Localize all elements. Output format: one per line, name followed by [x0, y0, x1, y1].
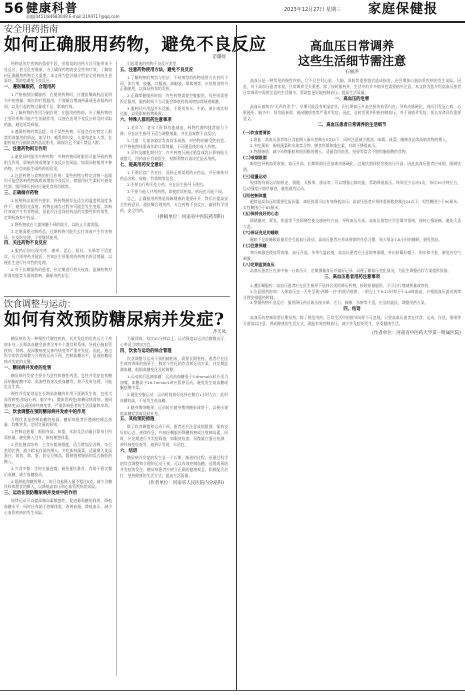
article-column-2	[120, 61, 228, 294]
article-source: (供稿单位：河南省中医院药剂科)	[157, 215, 224, 221]
page-number: 56	[4, 1, 24, 17]
subsection-heading: (四)控制体重	[243, 192, 267, 198]
section-heading: 二、饮食调整在预防糖尿病并发症中的作用	[4, 409, 86, 415]
article-column-2	[120, 336, 228, 676]
paragraph: 高血压的控制需要长期坚持，除了规范用药，日常生活中的细节同样不可忽视。只要高血压患者在饮食、运动、作息、情绪等方面加以注意，养成健康的生活方式，就能有效控制血压，减少并发症的发生，享受健康生活。	[243, 314, 461, 326]
paragraph: 1.服药后如出现皮疹、瘙痒、恶心、呕吐、头晕等不适症状，应立即停药并就医，告知医生所服用的药物名称及剂量，以便医生进行针对性的处理。	[4, 248, 112, 265]
paragraph: 合理饮食是控制血糖的基础。糖尿病患者应遵循控制总热量、均衡营养、定时定量的原则。	[4, 416, 112, 428]
paragraph: 2.儿童：儿童各器官发育尚未成熟，对药物的耐受性较差，应严格按照体重或年龄计算剂量，不可随意使用成人药物。	[120, 137, 228, 149]
paragraph: 3.定期清理过期药品，过期药物可能失去疗效或产生有害物质，应及时处理，不要继续使用。	[4, 228, 112, 240]
article-headline-line1: 高血压日常调养	[309, 39, 394, 53]
article-diabetes	[4, 300, 230, 676]
section-heading: 四、关注药物不良反应	[4, 241, 47, 247]
paragraph: 引起重视的药物不良反应类型：	[127, 61, 181, 66]
paragraph: 2.将药物放在儿童接触不到的地方，以防止儿童误服。	[11, 222, 102, 228]
section-heading: 一、遵医嘱服药，合理用药	[4, 85, 56, 91]
article-hypertension	[243, 39, 461, 337]
paragraph: 1.运动前后监测血糖：运动前血糖低于5.6mmol/L时应适当加餐，血糖高于16.7mmol/L时应暂停运动，避免发生低血糖或酮症酸中毒。	[120, 373, 228, 391]
subsection-heading: (一)饮食要清淡	[243, 130, 271, 136]
section-heading: 三、正确储存药物	[4, 190, 39, 196]
article-body	[4, 336, 230, 676]
column-divider	[116, 61, 117, 294]
subsection-heading: (二)戒烟限酒	[243, 154, 267, 160]
paragraph: 3.警惕药物不良反应：服用降压药后如出现头晕、乏力、咳嗽、水肿等不适，应及时就医，调整用药方案。	[250, 300, 429, 306]
article-body	[4, 61, 230, 294]
paragraph: 吸烟会导致血管收缩、血压升高，长期吸烟还会加速动脉硬化。过量饮酒同样会使血压升高，因此高血压患者应戒烟，限制饮酒。	[243, 161, 461, 173]
section-heading: 七、提高用药安全意识	[120, 162, 163, 168]
section-heading: 一、糖尿病并发症的危害	[4, 365, 52, 371]
paragraph: 睡眠不足或睡眠质量差会引起血压波动。高血压患者应养成规律的作息习惯，每天保证7-8小时的睡眠，避免熬夜。	[250, 236, 443, 242]
article-body	[243, 78, 461, 327]
subsection-heading: (六)保证充足的睡眠	[243, 230, 279, 236]
article-source: (作者单位：河南省中医药大学第一附属医院)	[371, 330, 461, 336]
paragraph: 1.老年人：老年人肝肾功能减退，药物代谢和排泄能力下降，应在医生指导下适当调整剂量，并注意观察不良反应。	[120, 125, 228, 136]
section-heading: 二、注意药物相互作用	[4, 147, 47, 153]
paragraph: 1.遵医嘱服药：高血压患者应在医生指导下选择合适的降压药物，按时按量服用，不可自行增减剂量或停药。	[250, 282, 433, 288]
section-heading: 二、高血压患者日常调养的生活细节	[317, 122, 387, 128]
section-heading: 五、注意药物使用方法，避免不良反应	[120, 67, 194, 73]
paragraph: 高血压是一种常见的慢性疾病，它不仅会对心脏、大脑、肾脏等重要器官造成损害，还会增加心脑血管疾病的发生风险。因此，对于高血压患者来说，日常调养至关重要。除了按时服药外，生活中的许多细节也需要格外注意。本文将为您介绍高血压患者日常调养中需要注意的生活细节，帮助您更好地控制血压，提高生活质量。	[243, 78, 461, 95]
article-headline-line2: 这些生活细节需注意	[297, 54, 406, 68]
paragraph: 规律的有氧运动如快走、慢跑、太极拳、游泳等，可以增强心肺功能，帮助降低血压。每周至少运动5次，每次30分钟左右，运动强度应循序渐进，避免剧烈运动。	[243, 180, 461, 192]
editor-contact: 责编(0451)84683049 E-mail:2194717@qq.com	[26, 14, 120, 19]
paragraph: 糖尿病并发症主要分为急性和慢性两类。急性并发症包括糖尿病酮症酸中毒、高渗性昏迷及低血糖等，如不及时处理，可能危及生命。	[4, 372, 112, 390]
paragraph: 1.避免同时服用多种药物：多种药物同时服用可能导致药物相互作用，影响药效或增加不良反应的风险。如需同时服用多种药物，应咨询医生或药师的意见。	[4, 154, 112, 171]
section-heading: 三、高血压患者用药注意事项	[324, 275, 380, 281]
column-divider	[116, 336, 117, 676]
paragraph: 3.控制脂肪：减少动物脂肪和胆固醇的摄入，适量食用鱼类、坚果等富含不饱和脂肪酸的食物。	[250, 148, 410, 154]
paragraph: 3.不要与他人共用药物，即使症状相似，病因也可能不同。	[127, 189, 226, 195]
paragraph: 2.了解药物的作用与副作用：在服用药物前，应了解药物的主要作用和可能产生的副作用，以便在出现不良反应时及时采取措施，避免延误病情。	[4, 110, 112, 128]
paragraph: 2.注意药物与食物的相互作用：某些药物与特定食物一起服用可能会影响药物吸收或增加不良反应，如服用抗生素时应避免饮酒，服用降压药时应避免食用西柚等。	[4, 172, 112, 190]
paragraph: 3.服药时应用温开水送服，不要用茶水、牛奶、果汁或饮料送服，以免影响药物吸收。	[120, 105, 228, 117]
paragraph: 寒冷刺激会使血管收缩，血压升高。冬季气温较低，高血压患者应注意防寒保暖，外出时戴好帽子、围巾和手套，避免冷空气刺激。	[243, 249, 461, 261]
paragraph: 1.严格按照医嘱服药：在使用药物时，应遵医嘱或药品说明书中的剂量、频次和疗程服用。不要擅自增减药量或更改服药时间，以免引起药物过量或不足，影响疗效。	[4, 92, 112, 109]
right-column	[236, 25, 461, 691]
paragraph: 情绪激动、紧张、焦虑等不良情绪会使交感神经兴奋，导致血压升高。高血压患者应学会调节情绪，保持心情舒畅，避免大喜大悲。	[243, 217, 461, 229]
article-kicker: 饮食调整与运动：	[4, 300, 77, 310]
newspaper-name: 家庭保健报	[368, 2, 439, 17]
paragraph: 1.不要轻信广告宣传，选择正规渠道购买药品，并仔细核对药品名称、规格、有效期等信息。	[120, 169, 228, 181]
section-heading: 六、特殊人群用药注意事项	[120, 118, 172, 124]
paragraph: 力量训练，每次30分钟以上。运动强度以运动后微微出汗、心率适当增加为宜。	[120, 336, 228, 347]
paragraph: 2.正确掌握服药时间：有些药物需要空腹服用，有些则需要饭后服用，服药时间不当可能会降低药效或增加胃肠道刺激。	[120, 93, 228, 104]
paragraph: 肥胖是高血压的重要危险因素，减轻体重可以有效降低血压。高血压患者应将体重指数控制在24以下，男性腰围小于90厘米，女性腰围小于85厘米。	[243, 199, 461, 210]
masthead	[0, 0, 465, 22]
subsection-heading: (七)注意保暖	[243, 243, 267, 249]
article-column-1	[4, 336, 112, 676]
article-divider	[4, 296, 230, 297]
paragraph: 3.遵循药物的禁忌症：对于某些药物，可能会存在特定人群禁用或慎用的情况，如孕妇、哺乳期妇女、儿童和老年人等。在服药前应仔细阅读药品说明书，确保自己不属于禁忌人群。	[4, 128, 112, 146]
page-bottom-rule	[0, 690, 465, 691]
subsection-heading: (三)适量运动	[243, 173, 267, 179]
paragraph: 2.对于长期服药的患者，应定期进行相关检查，监测药物对肝肾功能等方面的影响，确保用药安全。	[4, 266, 112, 278]
paragraph: 糖尿病作为一种慢性代谢性疾病，其并发症的危害远大于疾病本身。长期高血糖会损害全身多个器官和系统，导致心脑血管疾病、肾病、视网膜病变及神经病变等严重并发症。因此，通过科学的饮食调整与合理的运动干预，控制血糖水平，是预防糖尿病并发症的关键。	[4, 336, 112, 365]
paragraph: 2.注意服药时间：人体血压在一天中呈现"两峰一谷"的波动规律，一般在上午9-11时和下午4-6时最高，应根据血压波动规律合理安排服药时间。	[243, 288, 461, 300]
paragraph: 2.避免空腹运动：运动时间最好选择在餐后1小时左右，此时血糖较高，不易发生低血糖。	[120, 392, 228, 404]
paragraph: 3.随身携带糖果：运动时应随身携带糖果或饼干，以便出现低血糖症状时及时补充。	[120, 404, 228, 416]
paragraph: 药物是治疗疾病的重要手段，但错误的用药方式可能带来不良反应，甚至危害健康。为了确保药物的安全性和疗效，了解如何正确服用药物至关重要。本文将为您详细介绍安全用药的注意事项，帮助您避免不良反应。	[4, 61, 112, 84]
paragraph: 高血压患者应在家中备一台血压计，定期测量血压并做好记录，以便了解血压变化情况，为医生调整治疗方案提供依据。	[250, 268, 452, 274]
issue-date: 2023年12月27日 星期三	[284, 7, 342, 13]
section-heading: 一、高血压的危害	[334, 96, 370, 102]
paragraph: 除了饮食调整和运动干预，患者还应注意戒烟限酒、保持良好的心态、规律作息，并按医嘱服用降糖药物或注射胰岛素。同时，应定期进行并发症筛查，如眼底检查、尿微量白蛋白检测、神经病变检查等，做到早发现、早治疗。	[120, 424, 228, 447]
paragraph: 糖尿病并发症的发生是一个长期、渐进的过程，但通过科学的饮食调整和合理的运动干预，可以有效控制血糖，延缓或预防并发症的发生。糖尿病患者应树立正确的健康观念，积极配合治疗，坚持健康的生活方式，提高生活质量。	[120, 455, 228, 478]
section-heading: 四、结语	[343, 307, 361, 313]
paragraph: 3.少食多餐：定时定量进餐，避免暴饮暴食，有助于稳定餐后血糖，减少血糖波动。	[4, 465, 112, 477]
article-byline: 范璐瑶	[212, 55, 226, 60]
paragraph: 1.控制总热量：根据身高、体重、年龄及活动量计算每日所需热量，避免摄入过多，维持理想体重。	[4, 429, 112, 440]
article-byline: 石丽洪	[345, 70, 359, 75]
paragraph: 总之，正确服用药物是保障健康的重要环节，我们应提高安全用药意识，遵医嘱合理用药，关注药物不良反应，做到科学用药、安全用药。	[120, 196, 228, 213]
section-heading: 五、其他预防措施	[120, 417, 155, 423]
article-headline: 如何有效预防糖尿病并发症?	[4, 310, 225, 330]
section-title-left: 健康科普	[26, 1, 79, 15]
article-source: (作者单位：河南省人民医院内分泌科)	[148, 480, 224, 486]
paragraph: 2.优化膳食结构：主食应粗细搭配，适当增加全谷物、杂豆类的比例，减少精米白面的摄入。多吃新鲜蔬菜，适量摄入优质蛋白，如鱼、禽、蛋、奶及豆制品。限制饱和脂肪和反式脂肪的摄入。	[4, 441, 112, 465]
paragraph: 4.限制盐和糖的摄入：每日食盐摄入量不超过5克，减少含糖饮料和甜食的摄入，以降低高血压和心血管疾病的风险。	[4, 478, 112, 490]
paragraph: 慢性并发症则是在长期高血糖的作用下逐渐发生的，包括大血管病变(如冠心病、脑卒中)、微血管病变(如糖尿病肾病、视网膜病变)以及周围神经病变等，严重影响患者的生活质量和寿命。	[4, 391, 112, 408]
paragraph: 2.不要自行购买处方药，应在医生指导下使用。	[127, 182, 207, 188]
paragraph: 1.了解药物的剂型与用法：不同剂型的药物使用方法有所不同，如片剂、胶囊、口服液、滴眼液、喷雾剂等，应按照说明书正确使用，以保证药效的发挥。	[120, 74, 228, 92]
paragraph: 1.限盐：高血压患者每日食盐摄入量应控制在5克以下，同时注意减少酱油、味精、咸菜、腌制食品等高钠食物的摄入。	[250, 136, 450, 142]
paragraph: 1.按照药品说明书要求，将药物储存在适当的温度和湿度条件下，避免阳光直射。药物在储存过程中可能会发生变质，影响疗效或产生有害物质，因此应注意保持药品的完整性和有效性，定期检查家中药品。	[4, 197, 112, 221]
masthead-rule	[0, 21, 465, 23]
paragraph: 高血压被称为"无声的杀手"，早期可能没有明显症状，但长期血压升高会损伤血管内皮，导致动脉硬化，进而引发冠心病、心肌梗死、脑卒中、肾功能衰竭、视网膜病变等严重并发症。因此，及时发现并积极控制血压，对于预防并发症、延长寿命具有重要意义。	[243, 104, 461, 121]
paragraph: 规律运动可以提高胰岛素敏感性，促进葡萄糖的利用，降低血糖水平，同时还有助于控制体重、改善血脂、降低血压，减少心血管疾病的发生风险。	[4, 498, 112, 515]
article-byline: 齐天凤	[212, 330, 226, 335]
article-column-1	[4, 61, 112, 294]
subsection-heading: (五)保持良好的心态	[243, 211, 279, 217]
article-headline: 如何正确服用药物，避免不良反应	[4, 35, 267, 55]
paragraph: 3.孕妇及哺乳期妇女：许多药物可通过胎盘或乳汁影响胎儿或婴儿，用药前应咨询医生，权衡利弊后再决定是否用药。	[120, 150, 228, 162]
section-heading: 四、饮食与运动的综合管理	[120, 348, 172, 354]
paragraph: 饮食调整与运动干预相辅相成，需要长期坚持。患者应在医生或营养师的指导下，制定个性化的饮食和运动方案，并定期监测血糖，根据血糖变化及时调整。	[120, 355, 228, 373]
paragraph: 2.多吃蔬果：新鲜蔬菜和水果富含钾、膳食纤维和维生素，有助于降低血压。	[250, 142, 379, 148]
section-heading: 六、结语	[120, 448, 138, 454]
subsection-heading: (八)定期监测血压	[243, 261, 275, 267]
section-heading: 三、运动在预防糖尿病并发症中的作用	[4, 491, 78, 497]
article-kicker: 安全用药指南	[4, 25, 59, 35]
